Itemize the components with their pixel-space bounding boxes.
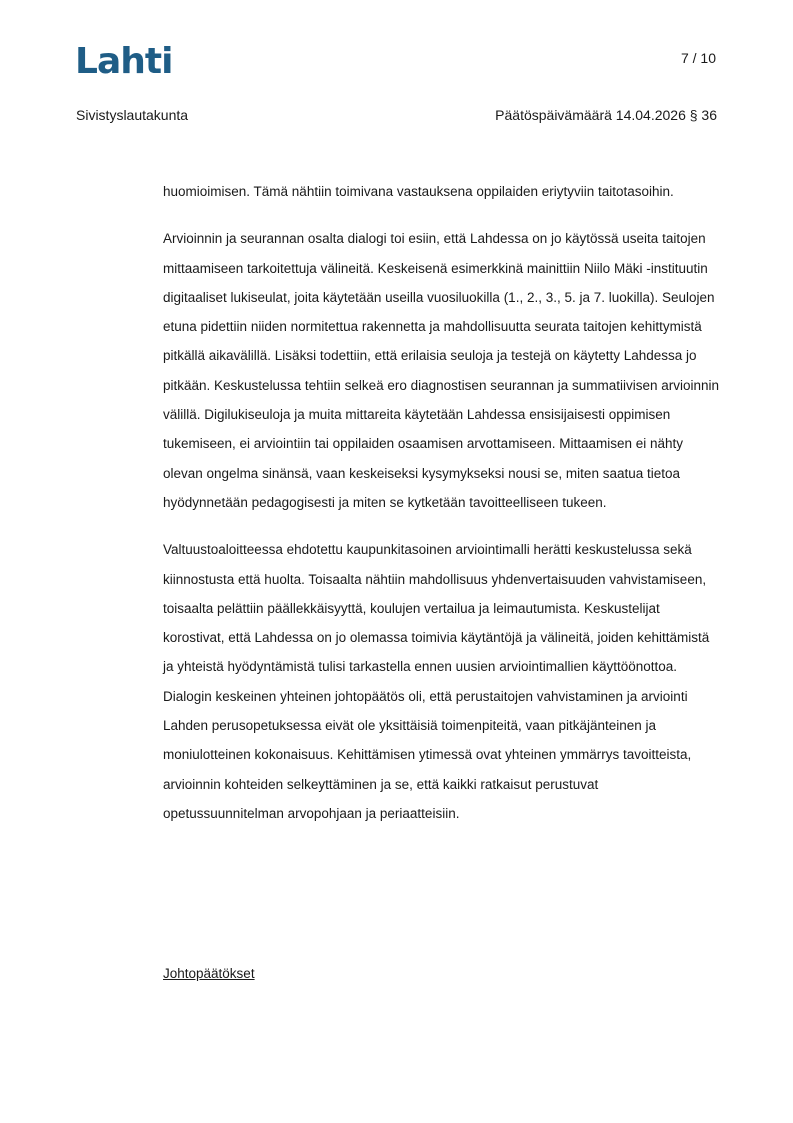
decision-date: Päätöspäivämäärä 14.04.2026 § 36 [495, 107, 717, 123]
document-body [163, 177, 721, 846]
organization-name: Sivistyslautakunta [76, 107, 189, 123]
paragraph: huomioimisen. Tämä nähtiin toimivana vastauksena oppilaiden eriytyviin taitotasoihin. [163, 184, 674, 199]
paragraph: Arvioinnin ja seurannan osalta dialogi toi esiin, että Lahdessa on jo käytössä useita taitojen mittaamiseen tarkoitettuja välineitä. Keskeisenä esimerkkinä mainittiin Niilo Mäki -instituutin digitaaliset lukiseulat, joita käytetään useilla vuosiluokilla (1., 2., 3., 5. ja 7. luokilla). Seulojen etuna pidettiin niiden normitettua rakennetta ja mahdollisuutta seurata taitojen kehittymistä pitkällä aikavälillä. Lisäksi todettiin, että erilaisia seuloja ja testejä on käytetty Lahdessa jo pitkään. Keskustelussa tehtiin selkeä ero diagnostisen seurannan ja summatiivisen arvioinnin välillä. Digilukiseuloja ja muita mittareita käytetään Lahdessa ensisijaisesti oppimisen tukemiseen, ei arviointiin tai oppilaiden osaamisen arvottamiseen. Mittaamisen ei nähty olevan ongelma sinänsä, vaan keskeiseksi kysymykseksi nousi se, miten saatua tietoa hyödynnetään pedagogisesti ja miten se kytketään tavoitteelliseen tukeen. [163, 231, 720, 510]
lahti-logo: Lahti [75, 41, 173, 82]
section-heading: Johtopäätökset [163, 966, 255, 981]
page-number: 7 / 10 [680, 50, 716, 66]
paragraph: Valtuustoaloitteessa ehdotettu kaupunkitasoinen arviointimalli herätti keskustelussa sekä kiinnostusta että huolta. Toisaalta nähtiin mahdollisuus yhdenvertaisuuden vahvistamiseen, toisaalta pelättiin päällekkäisyyttä, koulujen vertailua ja leimautumista. Keskustelijat korostivat, että Lahdessa on jo olemassa toimivia käytäntöjä ja välineitä, joiden kehittämistä ja yhteistä hyödyntämistä tulisi tarkastella ennen uusien arviointimallien käyttöönottoa. Dialogin keskeinen yhteinen johtopäätös oli, että perustaitojen vahvistaminen ja arviointi Lahden perusopetuksessa eivät ole yksittäisiä toimenpiteitä, vaan pitkäjänteinen ja moniulotteinen kokonaisuus. Kehittämisen ytimessä ovat yhteinen ymmärrys tavoitteista, arvioinnin kohteiden selkeyttäminen ja se, että kaikki ratkaisut perustuvat opetussuunnitelman arvopohjaan ja periaatteisiin. [163, 542, 710, 821]
